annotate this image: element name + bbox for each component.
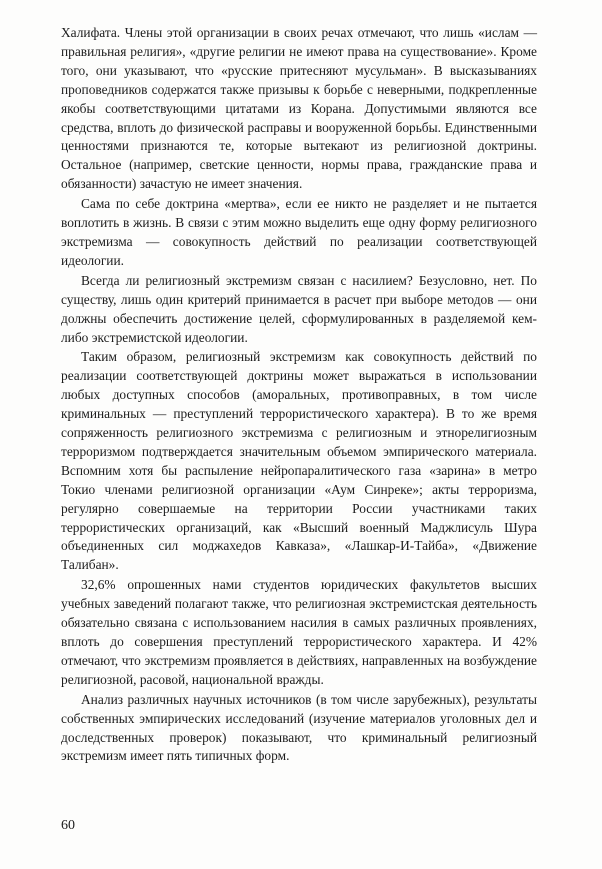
paragraph: Сама по себе доктрина «мертва», если ее никто не разделяет и не пытается воплотить в жизнь. В связи с этим можно выделить еще одну форму религиозного экстремизма — совокупность действий по реализации соответствующей идеологии.	[61, 196, 537, 268]
paragraph: Всегда ли религиозный экстремизм связан с насилием? Безусловно, нет. По существу, лишь один критерий принимается в расчет при выборе методов — они должны обеспечить достижение целей, сформулированных в разделяемой кем-либо экстремистской идеологии.	[61, 272, 537, 345]
paragraph: Халифата. Члены этой организации в своих речах отмечают, что лишь «ислам — правильная религия», «другие религии не имеют права на существование». Кроме того, они указывают, что «русские притесняют мусульман». В высказываниях проповедников содержатся также призывы к борьбе с неверными, подкрепленные якобы соответствующими цитатами из Корана. Допустимыми являются все средства, вплоть до физической расправы и вооруженной борьбы. Единственными ценностями признаются те, которые вытекают из религиозной доктрины. Остальное (например, светские ценности, нормы права, гражданские права и обязанности) зачастую не имеет значения.	[61, 25, 537, 192]
paragraph: 32,6% опрошенных нами студентов юридических факультетов высших учебных заведений полагают также, что религиозная экстремистская деятельность обязательно связана с использованием насилия в самых различных проявлениях, вплоть до совершения преступлений террористического характера. И 42% отмечают, что экстремизм проявляется в действиях, направленных на возбуждение религиозной, расовой, национальной вражды.	[61, 577, 537, 687]
page-number: 60	[61, 818, 75, 833]
body-text	[61, 24, 537, 766]
paragraph: Таким образом, религиозный экстремизм как совокупность действий по реализации соответствующей доктрины может выражаться в использовании любых доступных способов (аморальных, противоправных, в том числе криминальных — преступлений террористического характера). В то же время сопряженность религиозного экстремизма с религиозным и этнорелигиозным терроризмом подтверждается значительным объемом эмпирического материала. Вспомним хотя бы распыление нейропаралитического газа «зарина» в метро Токио членами религиозной организации «Аум Синреке»; акты терроризма, регулярно совершаемые на территории России участниками таких террористических организаций, как «Высший военный Маджлисуль Шура объединенных сил моджахедов Кавказа», «Лашкар-И-Тайба», «Движение Талибан».	[61, 349, 537, 573]
paragraph: Анализ различных научных источников (в том числе зарубежных), результаты собственных эмпирических исследований (изучение материалов уголовных дел и доследственных проверок) показывают, что криминальный религиозный экстремизм имеет пять типичных форм.	[61, 691, 537, 764]
